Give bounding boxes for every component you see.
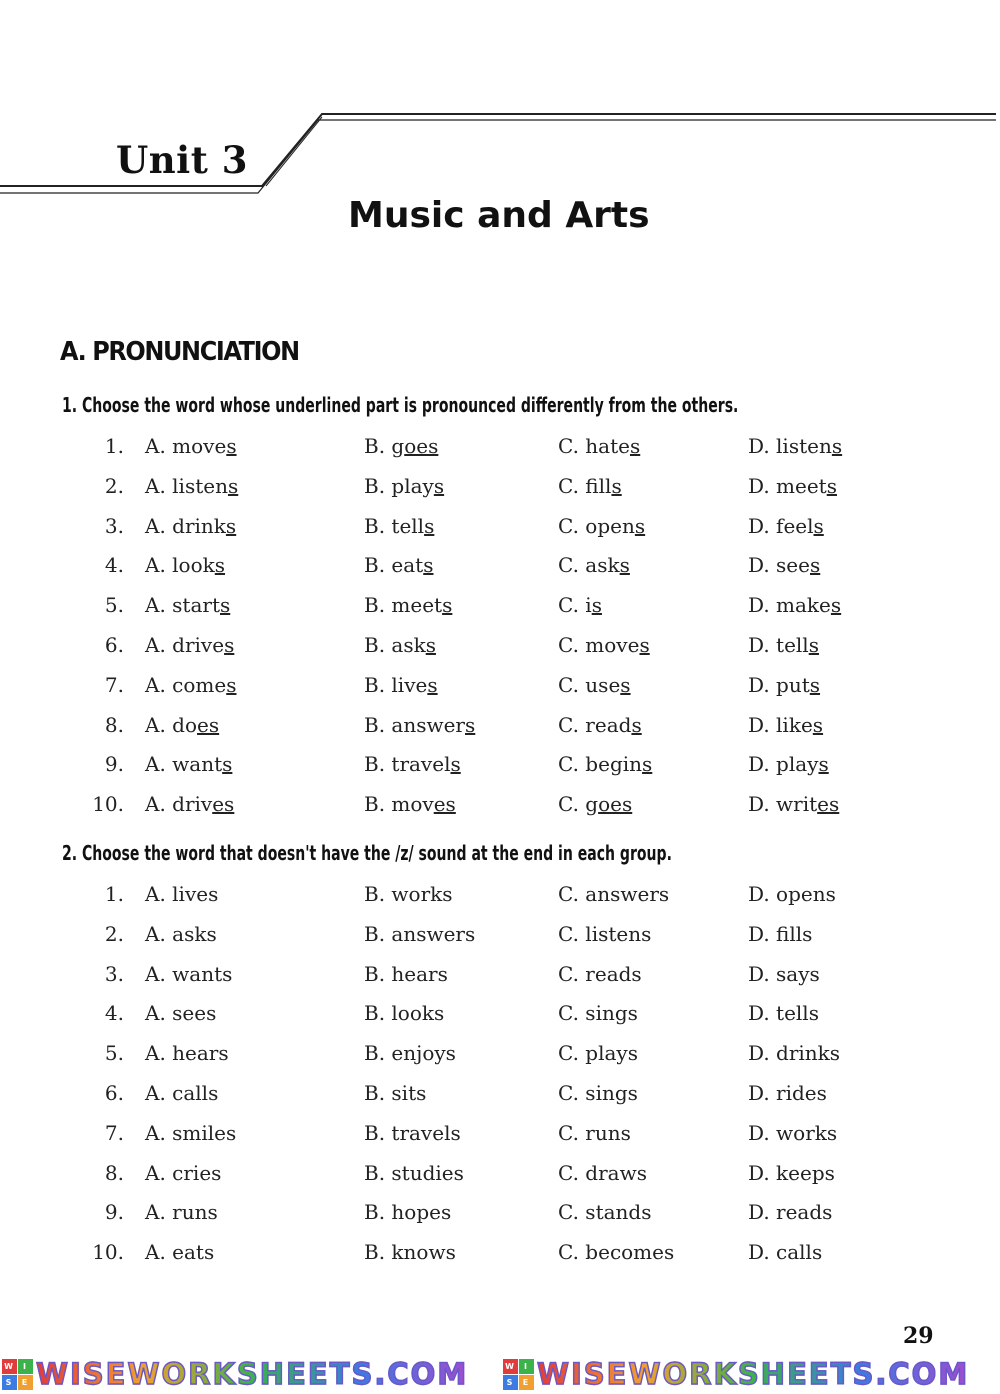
- logo-square: I: [519, 1359, 534, 1374]
- option-a[interactable]: A. comes: [145, 672, 237, 697]
- question-number: 9.: [104, 1200, 124, 1225]
- question-number: 2.: [104, 473, 124, 498]
- option-b[interactable]: B. tells: [364, 513, 435, 538]
- option-c[interactable]: C. opens: [558, 513, 646, 538]
- option-b[interactable]: B. lives: [364, 672, 438, 697]
- question-row: [0, 1041, 1000, 1071]
- option-b[interactable]: B. travels: [364, 752, 461, 777]
- option-a[interactable]: A. asks: [145, 921, 217, 946]
- option-c[interactable]: C. reads: [558, 961, 642, 986]
- question-number: 8.: [104, 712, 124, 737]
- option-d[interactable]: D. tells: [748, 1001, 819, 1026]
- watermark-logo-icon: [503, 1359, 534, 1390]
- option-c[interactable]: C. sings: [558, 1001, 638, 1026]
- option-a[interactable]: A. hears: [145, 1041, 229, 1066]
- option-c[interactable]: C. draws: [558, 1160, 647, 1185]
- option-d[interactable]: D. listens: [748, 434, 843, 458]
- option-d[interactable]: D. calls: [748, 1240, 823, 1265]
- question-row: [0, 673, 1000, 703]
- option-a[interactable]: A. starts: [145, 593, 231, 618]
- option-a[interactable]: A. cries: [145, 1160, 222, 1185]
- option-b[interactable]: B. sits: [364, 1081, 427, 1105]
- option-b[interactable]: B. hopes: [364, 1200, 452, 1225]
- option-c[interactable]: C. hates: [558, 434, 641, 458]
- option-a[interactable]: A. lives: [145, 882, 219, 906]
- option-c[interactable]: C. moves: [558, 633, 650, 657]
- option-c[interactable]: C. fills: [558, 473, 622, 498]
- option-d[interactable]: D. feels: [748, 513, 824, 538]
- exercise-2-instruction: 2. Choose the word that doesn't have the /z/ sound at the end in each group.: [62, 841, 672, 865]
- question-number: 8.: [104, 1160, 124, 1185]
- question-number: 5.: [104, 1041, 124, 1066]
- option-a[interactable]: A. looks: [145, 553, 226, 578]
- question-number: 1.: [104, 434, 124, 458]
- exercise-1-instruction: 1. Choose the word whose underlined part is pronounced differently from the others.: [62, 393, 739, 417]
- option-b[interactable]: B. asks: [364, 633, 436, 657]
- question-number: 3.: [104, 961, 124, 986]
- option-b[interactable]: B. meets: [364, 593, 453, 618]
- question-row: [0, 1121, 1000, 1151]
- option-a[interactable]: A. calls: [145, 1081, 219, 1105]
- question-number: 6.: [104, 633, 124, 657]
- option-d[interactable]: D. likes: [748, 712, 824, 737]
- question-row: [0, 922, 1000, 952]
- option-b[interactable]: B. goes: [364, 434, 439, 458]
- logo-square: S: [2, 1375, 17, 1390]
- option-c[interactable]: C. listens: [558, 921, 652, 946]
- option-d[interactable]: D. meets: [748, 473, 837, 498]
- question-number: 7.: [104, 1120, 124, 1145]
- option-b[interactable]: B. answers: [364, 712, 476, 737]
- option-c[interactable]: C. answers: [558, 882, 670, 906]
- question-number: 3.: [104, 513, 124, 538]
- option-b[interactable]: B. knows: [364, 1240, 456, 1265]
- watermark-left: [2, 1357, 468, 1391]
- logo-square: W: [2, 1359, 17, 1374]
- option-a[interactable]: A. moves: [145, 434, 237, 458]
- question-row: [0, 514, 1000, 544]
- option-d[interactable]: D. works: [748, 1120, 838, 1145]
- option-d[interactable]: D. opens: [748, 882, 836, 906]
- option-c[interactable]: C. reads: [558, 712, 642, 737]
- option-d[interactable]: D. says: [748, 961, 820, 986]
- question-row: [0, 962, 1000, 992]
- question-row: [0, 434, 1000, 464]
- option-d[interactable]: D. rides: [748, 1081, 827, 1105]
- option-a[interactable]: A. drives: [145, 633, 235, 657]
- question-number: 6.: [104, 1081, 124, 1105]
- option-a[interactable]: A. drives: [145, 792, 235, 817]
- question-number: 7.: [104, 672, 124, 697]
- watermark-text: WISEWORKSHEETS.COM: [537, 1357, 970, 1391]
- option-a[interactable]: A. smiles: [145, 1120, 237, 1145]
- question-row: [0, 1081, 1000, 1111]
- option-d[interactable]: D. reads: [748, 1200, 833, 1225]
- option-d[interactable]: D. plays: [748, 752, 829, 777]
- page-number: 29: [903, 1323, 934, 1349]
- option-d[interactable]: D. fills: [748, 921, 813, 946]
- option-c[interactable]: C. begins: [558, 752, 653, 777]
- option-d[interactable]: D. drinks: [748, 1041, 841, 1066]
- option-a[interactable]: A. sees: [145, 1001, 217, 1026]
- option-b[interactable]: B. works: [364, 882, 453, 906]
- option-c[interactable]: C. stands: [558, 1200, 652, 1225]
- logo-square: S: [503, 1375, 518, 1390]
- question-number: 1.: [104, 882, 124, 906]
- option-c[interactable]: C. is: [558, 593, 602, 618]
- question-number: 10.: [92, 792, 124, 817]
- section-heading: A. PRONUNCIATION: [60, 337, 299, 367]
- option-a[interactable]: A. wants: [145, 752, 233, 777]
- option-b[interactable]: B. eats: [364, 553, 434, 578]
- option-d[interactable]: D. sees: [748, 553, 821, 578]
- option-a[interactable]: A. eats: [145, 1240, 215, 1265]
- option-a[interactable]: A. listens: [145, 473, 239, 498]
- question-row: [0, 713, 1000, 743]
- option-d[interactable]: D. puts: [748, 672, 821, 697]
- option-b[interactable]: B. studies: [364, 1160, 464, 1185]
- option-c[interactable]: C. uses: [558, 672, 631, 697]
- option-d[interactable]: D. makes: [748, 593, 842, 618]
- option-b[interactable]: B. looks: [364, 1001, 445, 1026]
- question-row: [0, 752, 1000, 782]
- logo-square: I: [18, 1359, 33, 1374]
- question-row: [0, 593, 1000, 623]
- option-b[interactable]: B. answers: [364, 921, 476, 946]
- option-c[interactable]: C. asks: [558, 553, 630, 578]
- option-a[interactable]: A. does: [145, 712, 220, 737]
- logo-square: E: [18, 1375, 33, 1390]
- option-d[interactable]: D. keeps: [748, 1160, 835, 1185]
- option-b[interactable]: B. moves: [364, 792, 456, 817]
- option-c[interactable]: C. becomes: [558, 1240, 675, 1265]
- question-number: 5.: [104, 593, 124, 618]
- question-row: [0, 474, 1000, 504]
- question-number: 4.: [104, 1001, 124, 1026]
- question-row: [0, 633, 1000, 663]
- page-title: Music and Arts: [348, 195, 650, 236]
- question-number: 9.: [104, 752, 124, 777]
- question-row: [0, 1200, 1000, 1230]
- question-number: 10.: [92, 1240, 124, 1265]
- question-row: [0, 1240, 1000, 1270]
- watermark-right: [503, 1357, 969, 1391]
- option-c[interactable]: C. sings: [558, 1081, 638, 1105]
- option-c[interactable]: C. plays: [558, 1041, 638, 1066]
- question-row: [0, 553, 1000, 583]
- option-b[interactable]: B. plays: [364, 473, 445, 498]
- option-a[interactable]: A. runs: [145, 1200, 218, 1225]
- option-c[interactable]: C. goes: [558, 792, 633, 817]
- question-row: [0, 1161, 1000, 1191]
- option-d[interactable]: D. tells: [748, 633, 819, 657]
- option-b[interactable]: B. enjoys: [364, 1041, 456, 1066]
- option-d[interactable]: D. writes: [748, 792, 840, 817]
- option-b[interactable]: B. hears: [364, 961, 448, 986]
- question-number: 4.: [104, 553, 124, 578]
- unit-label: Unit 3: [116, 138, 248, 182]
- question-row: [0, 792, 1000, 822]
- option-a[interactable]: A. wants: [145, 961, 233, 986]
- option-a[interactable]: A. drinks: [145, 513, 237, 538]
- question-row: [0, 1001, 1000, 1031]
- watermark-text: WISEWORKSHEETS.COM: [36, 1357, 469, 1391]
- question-number: 2.: [104, 921, 124, 946]
- logo-square: E: [519, 1375, 534, 1390]
- option-b[interactable]: B. travels: [364, 1120, 461, 1145]
- logo-square: W: [503, 1359, 518, 1374]
- option-c[interactable]: C. runs: [558, 1120, 631, 1145]
- watermark-logo-icon: [2, 1359, 33, 1390]
- question-row: [0, 882, 1000, 912]
